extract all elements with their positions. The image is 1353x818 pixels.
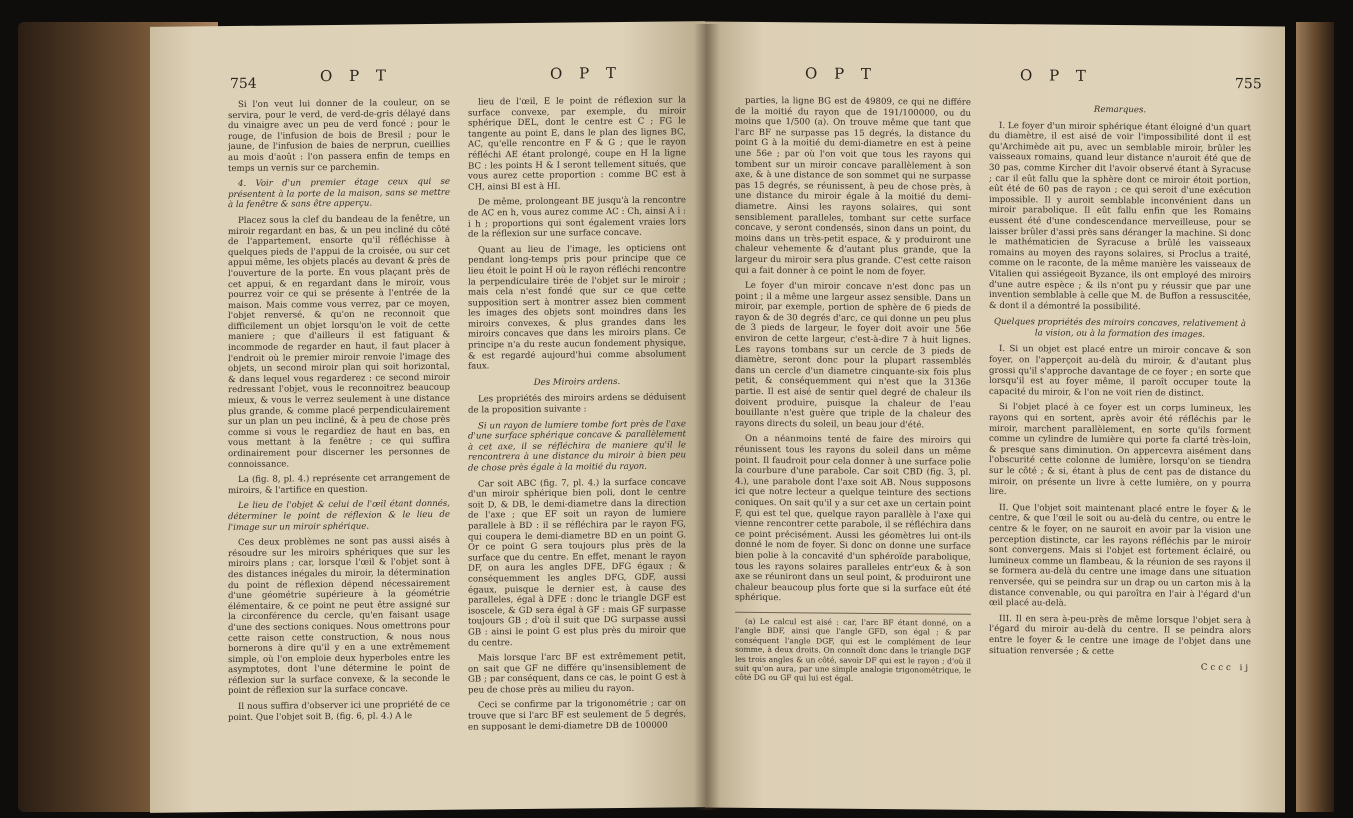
paragraph: Car soit ABC (fig. 7, pl. 4.) la surface concave d'un miroir sphérique bien poli, dont le centre soit D, & DB, le demi-diametre dans la direction de l'axe ; que EF soit un rayon de lumiere parallele à BD : il se réfléchira par le rayon FG, qui coupera le demi-diametre BD en un point G. Or ce point G sera toujours plus près de la surface que du centre. En effet, menant le rayon DF, on aura les angles DFE, DFG égaux ; & conséquemment les angles DFG, GDF, aussi égaux, puisque le dernier est, à cause des paralleles, égal à DFE : donc le triangle DGF est isoscele, & GD sera égal à GF : mais GF surpasse toujours GB ; d'où il suit que DG surpasse aussi GB : ainsi le point G est plus près du miroir que du centre. [468, 476, 686, 649]
paragraph: lieu de l'œil, E le point de réflexion sur la surface convexe, par exemple, du miroir sphérique DEL, dont le centre est C ; FG le tangente au point E, dans le plan des lignes BC, AC, qu'elle rencontre en F & G ; que le rayon réfléchi AE étant prolongé, coupe en H la ligne BC : les points H & I seront tellement situés, que vous aurez cette proportion : comme BC est à CH, ainsi BI est à HI. [468, 95, 686, 193]
footnote: (a) Le calcul est aisé : car, l'arc BF étant donné, on a l'angle BDF, ainsi que l'angle GFD, son égal ; & par conséquent l'angle DGF, qui est le complément de leur somme, à deux droits. On connoît donc dans le triangle DGF les trois angles & un côté, savoir DF qui est le rayon ; d'où il suit qu'on aura, par une simple analogie trigonométrique, le côté DG ou GF qui lui est égal. [735, 612, 971, 685]
paragraph: On a néanmoins tenté de faire des miroirs qui réunissent tous les rayons du soleil dans un même point. Il faudroit pour cela donner à une surface polie la courbure d'une parabole. Car soit CBD (fig. 3, pl. 4.), une parabole dont l'axe soit AB. Nous supposons ici que notre lecteur a quelque teinture des sections coniques. On sait qu'il y a sur cet axe un certain point F, qui est tel que, quelque rayon parallèle à l'axe qui vienne rencontrer cette parabole, il se réfléchira dans ce point précisément. Aussi les géomètres lui ont-ils donné le nom de foyer. Si donc on donne une surface bien polie à la concavité d'un sphéroïde parabolique, tous les rayons solaires paralleles entr'eux & à son axe se réuniront dans un seul point, & produiront une chaleur beaucoup plus forte que si la surface eût été sphérique. [735, 434, 971, 604]
paragraph: Mais lorsque l'arc BF est extrêmement petit, on sait que GF ne différe qu'insensiblement de GB ; par conséquent, dans ce cas, le point G est à peu de chose près au milieu du rayon. [468, 651, 686, 696]
right-page [705, 21, 1285, 812]
section-heading: Des Miroirs ardens. [533, 376, 621, 388]
paragraph: I. Si un objet est placé entre un miroir concave & son foyer, on l'apperçoit au-delà du miroir, & d'autant plus grossi qu'il s'approche davantage de ce foyer ; en sorte que lorsqu'il est au foyer même, il paroît occuper toute la capacité du miroir, & l'on ne voit rien de distinct. [989, 344, 1251, 399]
paragraph: Si l'on veut lui donner de la couleur, on se servira, pour le verd, de verd-de-gris délayé dans du vinaigre avec un peu de verd foncé ; pour le rouge, de l'infusion de bois de Bresil ; pour le jaune, de l'infusion de baies de nerprun, cueillies au mois d'août : l'on passera enfin de temps en temps un vernis sur ce parchemin. [228, 97, 450, 174]
catchword: Cccc ij [1200, 662, 1251, 674]
paragraph: III. Il en sera à-peu-près de même lorsque l'objet sera à l'égard du miroir au-delà du centre. Il se peindra alors entre le foyer & le centre une image de l'objet dans une situation renversée ; & cette [989, 613, 1251, 657]
running-header-right: O P T [550, 63, 622, 83]
text-column-2 [989, 98, 1251, 800]
section-heading: Remarques. [1093, 104, 1147, 116]
proposition: Si un rayon de lumiere tombe fort près de l'axe d'une surface sphérique concave & parallèlement à cet axe, il se réfléchira de maniere qu'il le rencontrera à une distance du miroir à bien peu de chose près égale à la moitié du rayon. [468, 418, 686, 474]
paragraph: I. Le foyer d'un miroir sphérique étant éloigné d'un quart du diamètre, il est aisé de voir l'impossibilité dont il est qu'Archimède ait pu, avec un semblable miroir, brûler les vaisseaux romains, quand leur distance n'auroit été que de 30 pas, comme Kircher dit l'avoir observé étant à Syracuse ; car il eût fallu que la sphère dont ce miroir étoit portion, eût été de 60 pas de rayon ; ce qui seroit d'une exécution impossible. Il y auroit semblable inconvénient dans un miroir parabolique. Il eût fallu enfin que les Romains eussent été d'une condescendance merveilleuse, pour se laisser brûler d'assi près sans déranger la machine. Si donc le mathématicien de Syracuse a brûlé les vaisseaux romains au moyen des rayons solaires, si Proclus a traité, comme on le raconte, de la même manière les vaisseaux de Vitalien qui assiégeoit Byzance, ils ont employé des miroirs d'une autre espèce ; & ils n'ont pu y réussir que par une invention semblable à celle que M. de Buffon a ressuscitée, & dont il a démontré la possibilité. [989, 120, 1251, 312]
running-header-left: O P T [320, 66, 392, 86]
paragraph: La (fig. 8, pl. 4.) représente cet arrangement de miroirs, & l'artifice en question. [228, 472, 450, 496]
left-page [150, 21, 705, 813]
paragraph: Les propriétés des miroirs ardens se déduisent de la proposition suivante : [468, 392, 686, 416]
text-column-2 [468, 95, 686, 797]
page-number: 754 [230, 75, 257, 93]
text-column-1 [228, 98, 450, 800]
paragraph: Le foyer d'un miroir concave n'est donc pas un point ; il a même une largeur assez sensible. Dans un miroir, par exemple, portion de sphère de 6 pieds de rayon & de 30 degrés d'arc, ce qui donne un peu plus de 3 pieds de largeur, le foyer doit avoir une 56e environ de cette largeur, c'est-à-dire 7 à huit lignes. Les rayons tombans sur un cercle de 3 pieds de diamètre, seront donc pour la plupart rassemblés dans un cercle d'un diametre cinquante-six fois plus petit, & conséquemment qui n'est que la 3136e partie. Il est aisé de sentir quel degré de chaleur ils doivent produire, puisque la chaleur de l'eau bouillante n'est guère que triple de la chaleur des rayons directs du soleil, un beau jour d'été. [735, 280, 971, 431]
paragraph: Quant au lieu de l'image, les opticiens ont pendant long-temps pris pour principe que ce lieu étoit le point H où le rayon réfléchi rencontre la perpendiculaire tirée de l'objet sur le miroir ; mais cela n'est fondé que sur ce que cette supposition sert à montrer assez bien comment les images des objets sont moindres dans les miroirs convexes, & plus grandes dans les miroirs concaves que dans les miroirs plans. Ce principe n'a du reste aucun fondement physique, & est regardé aujourd'hui comme absolument faux. [468, 243, 686, 372]
text-column-1 [735, 96, 971, 798]
problem-title: Le lieu de l'objet & celui de l'œil étant donnés, déterminer le point de réflexion & le lieu de l'image sur un miroir sphérique. [228, 499, 450, 533]
page-number: 755 [1235, 76, 1262, 93]
paragraph: Si l'objet placé à ce foyer est un corps lumineux, les rayons qui en sortent, après avoir été réfléchis par le miroir, marchent parallèlement, en sorte qu'ils forment comme un cylindre de lumière qui porte fa clarté très-loin, & presque sans diminution. On appercevra aisément dans l'obscurité cette colonne de lumière, lorsqu'on se tiendra sur le côté ; & si, étant à plus de cent pas de distance du miroir, on présente un livre à cette lumière, on y pourra lire. [989, 402, 1251, 498]
paragraph: Placez sous la clef du bandeau de la fenêtre, un miroir regardant en bas, & un peu incliné du côté de l'appartement, ensorte qu'il réfléchisse à quelques pieds de l'appui de la croisée, ou sur cet appui même, les objets placés au devant & près de l'ouverture de la porte. En vous plaçant près de cet appui, & en regardant dans le miroir, vous pourrez voir ce qui se présente à l'entrée de la maison. Mais comme vous verrez, par ce moyen, l'objet renversé, & qu'on ne reconnoit que difficilement un objet lorsqu'on le voit de cette maniere ; que d'ailleurs il est fatiguant & incommode de regarder en haut, il faut placer à l'endroit où le premier miroir renvoie l'image des objets, un second miroir plan qui soit horizontal, & dans lequel vous regarderez : ce second miroir redressant l'objet, vous le reconnoitrez beaucoup mieux, & vous le verrez seulement à une distance plus grande, & comme placé perpendiculairement sur un plan un peu incliné, & à peu de chose près comme si vous le regardiez de haut en bas, en vous mettant à la fenêtre ; ce qui suffira ordinairement pour discerner les personnes de connoissance. [228, 213, 450, 470]
paragraph: Ces deux problèmes ne sont pas aussi aisés à résoudre sur les miroirs sphériques que sur les miroirs plans ; car, lorsque l'œil & l'objet sont à des distances inégales du miroir, la détermination du point de réflexion dépend nécessairement d'une géométrie supérieure à la géométrie élémentaire, & ce point ne peut être assigné sur la circonférence du cercle, qu'en faisant usage d'une des sections coniques. Nous omettrons pour cette raison cette construction, & nous nous bornerons à dire qu'il y en a une extrêmement simple, où l'on emploie deux hyperboles entre les asymptotes, dont l'une détermine le point de réflexion sur la surface convexe, & la seconde le point de réflexion sur la surface concave. [228, 535, 450, 697]
book-edge-right [1296, 22, 1334, 812]
paragraph: Ceci se confirme par la trigonométrie ; car on trouve que si l'arc BF est seulement de 5 degrés, en supposant le demi-diametre DB de 100000 [468, 698, 686, 733]
book-gutter [694, 24, 720, 810]
problem-title: 4. Voir d'un premier étage ceux qui se présentent à la porte de la maison, sans se mettre à la fenêtre & sans être apperçu. [228, 176, 450, 211]
running-header-left: O P T [805, 64, 877, 83]
paragraph: De même, prolongeant BE jusqu'à la rencontre de AC en h, vous aurez comme AC : Ch, ainsi A i : i h ; proportions qui sont également vraies lors de la réflexion sur une surface concave. [468, 195, 686, 240]
running-header-right: O P T [1020, 66, 1092, 85]
paragraph: parties, la ligne BG est de 49809, ce qui ne différe de la moitié du rayon que de 191/100000, ou du moins que 1/500 (a). On trouve même que tant que l'arc BF ne surpasse pas 15 degrés, la distance du point G à la moitié du demi-diametre en est à peine une 56e ; par où l'on voit que tous les rayons qui tombent sur un miroir concave parallèlement à son axe, & à une distance de son sommet qui ne surpasse pas 15 degrés, se réunissent, à peu de chose près, à une distance du miroir égale à la moitié du demi-diametre. Ainsi les rayons solaires, qui sont sensiblement paralleles, tombant sur cette surface concave, y seront condensés, sinon dans un point, du moins dans un très-petit espace, & y produiront une chaleur vehemente & d'autant plus grande, que la largeur du miroir sera plus grande. C'est cette raison qui a fait donner à ce point le nom de foyer. [735, 95, 971, 277]
paragraph: II. Que l'objet soit maintenant placé entre le foyer & le centre, & que l'œil le soit ou au-delà du centre, ou entre le centre & le foyer, on ne sauroit en avoir par la vision une perception distincte, car les rayons réfléchis par le miroir sont convergens. Mais si l'objet est fortement éclairé, ou lumineux comme un flambeau, & la réunion de ses rayons il se formera au-delà du centre une image dans une situation renversée, qui se peindra sur un drap ou un carton mis à la distance convenable, ou qui paroîtra en l'air à l'égard d'un œil placé au-delà. [989, 502, 1251, 609]
paragraph: Il nous suffira d'observer ici une propriété de ce point. Que l'objet soit B, (fig. 6, pl. 4.) A le [228, 699, 450, 723]
section-heading: Quelques propriétés des miroirs concaves, relativement à la vision, ou à la formation des images. [993, 317, 1247, 340]
